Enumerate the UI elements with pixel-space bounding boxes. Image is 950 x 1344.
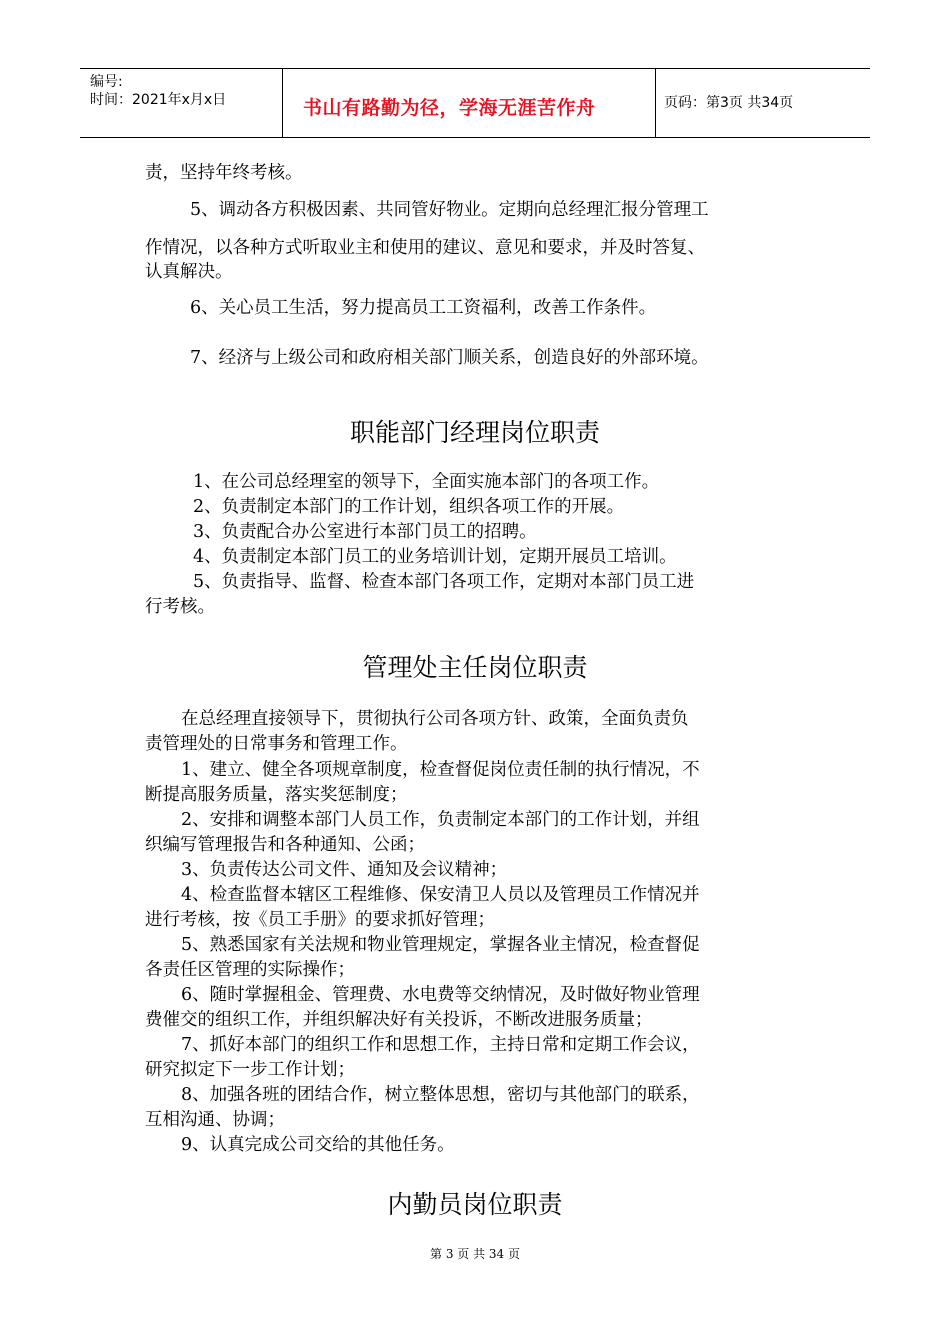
- list-item: 9、认真完成公司交给的其他任务。: [181, 1135, 455, 1155]
- section-title: 职能部门经理岗位职责: [349, 418, 600, 447]
- header-meta-cell: [80, 69, 283, 137]
- list-item: 1、建立、健全各项规章制度，检查督促岗位责任制的执行情况，不: [181, 760, 700, 780]
- paragraph-line: 责，坚持年终考核。: [145, 163, 303, 183]
- header-motto: 书山有路勤为径，学海无涯苦作舟: [303, 97, 596, 119]
- list-item: 1、在公司总经理室的领导下，全面实施本部门的各项工作。: [193, 472, 660, 492]
- list-item: 研究拟定下一步工作计划；: [145, 1060, 355, 1080]
- list-item: 织编写管理报告和各种通知、公函；: [145, 835, 425, 855]
- page-header: [80, 68, 870, 138]
- paragraph-line: 5、调动各方积极因素、共同管好物业。定期向总经理汇报分管理工: [190, 200, 709, 220]
- document-date: 时间：2021年x月x日: [90, 92, 227, 108]
- list-item: 2、安排和调整本部门人员工作，负责制定本部门的工作计划，并组: [181, 810, 700, 830]
- header-motto-cell: [283, 69, 656, 137]
- list-item: 7、抓好本部门的组织工作和思想工作，主持日常和定期工作会议，: [181, 1035, 700, 1055]
- list-item: 5、熟悉国家有关法规和物业管理规定，掌握各业主情况，检查督促: [181, 935, 700, 955]
- list-item: 6、随时掌握租金、管理费、水电费等交纳情况，及时做好物业管理: [181, 985, 700, 1005]
- list-item: 5、负责指导、监督、检查本部门各项工作，定期对本部门员工进: [193, 572, 695, 592]
- section-title: 管理处主任岗位职责: [362, 653, 588, 682]
- list-item: 互相沟通、协调；: [145, 1110, 285, 1130]
- paragraph-line: 作情况，以各种方式听取业主和使用的建议、意见和要求，并及时答复、: [145, 238, 705, 258]
- list-item: 3、负责配合办公室进行本部门员工的招聘。: [193, 522, 537, 542]
- paragraph-line: 在总经理直接领导下，贯彻执行公司各项方针、政策，全面负责负: [181, 709, 689, 729]
- paragraph-line: 6、关心员工生活，努力提高员工工资福利，改善工作条件。: [190, 298, 657, 318]
- page-footer: 第 3 页 共 34 页: [430, 1247, 520, 1261]
- header-page-cell: [656, 69, 870, 137]
- list-item: 4、检查监督本辖区工程维修、保安清卫人员以及管理员工作情况并: [181, 885, 700, 905]
- list-item: 断提高服务质量，落实奖惩制度；: [145, 785, 408, 805]
- list-item: 4、负责制定本部门员工的业务培训计划，定期开展员工培训。: [193, 547, 677, 567]
- list-item: 费催交的组织工作，并组织解决好有关投诉，不断改进服务质量；: [145, 1010, 653, 1030]
- list-item: 各责任区管理的实际操作；: [145, 960, 355, 980]
- document-number-label: 编号:: [90, 74, 123, 90]
- paragraph-line: 责管理处的日常事务和管理工作。: [145, 734, 408, 754]
- list-item: 进行考核，按《员工手册》的要求抓好管理；: [145, 910, 495, 930]
- paragraph-line: 认真解决。: [145, 262, 233, 282]
- header-page-info: 页码：第3页 共34页: [664, 95, 794, 111]
- list-item: 行考核。: [145, 597, 215, 617]
- paragraph-line: 7、经济与上级公司和政府相关部门顺关系，创造良好的外部环境。: [190, 348, 709, 368]
- list-item: 2、负责制定本部门的工作计划，组织各项工作的开展。: [193, 497, 625, 517]
- list-item: 3、负责传达公司文件、通知及会议精神；: [181, 860, 508, 880]
- list-item: 8、加强各班的团结合作，树立整体思想，密切与其他部门的联系，: [181, 1085, 700, 1105]
- section-title: 内勤员岗位职责: [387, 1190, 563, 1219]
